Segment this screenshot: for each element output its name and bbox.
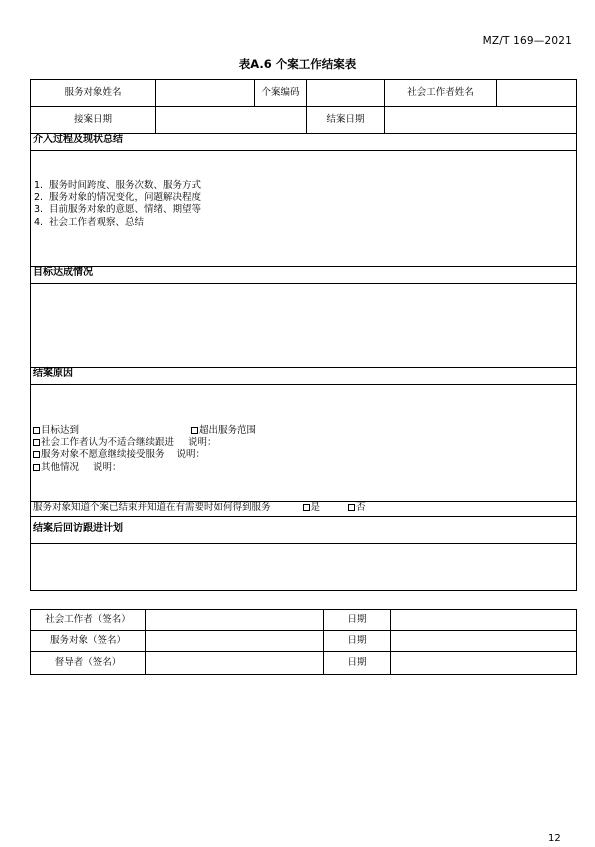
date-label: 日期 — [324, 610, 391, 631]
aware-yes-checkbox[interactable] — [303, 504, 310, 511]
intake-date-field[interactable] — [156, 107, 307, 134]
goals-heading: 目标达成情况 — [31, 267, 577, 284]
client-unwilling-checkbox[interactable] — [33, 451, 40, 458]
supervisor-sign-label: 督导者（签名） — [31, 652, 146, 675]
followup-heading: 结案后回访跟进计划 — [31, 517, 577, 544]
other-label: 其他情况 — [41, 461, 80, 473]
case-no-label: 个案编码 — [255, 80, 307, 107]
worker-name-field[interactable] — [497, 80, 577, 107]
aware-question: 服务对象知道个案已结束并知道在有需要时如何得到服务 — [33, 502, 271, 513]
aware-no-checkbox[interactable] — [348, 504, 355, 511]
aware-no-label: 否 — [356, 502, 366, 513]
intake-date-label: 接案日期 — [31, 107, 156, 134]
close-date-label: 结案日期 — [307, 107, 385, 134]
client-sign-label: 服务对象（签名） — [31, 631, 146, 652]
worker-name-label: 社会工作者姓名 — [385, 80, 497, 107]
client-date-field[interactable] — [391, 631, 577, 652]
worker-date-field[interactable] — [391, 610, 577, 631]
note-label: 说明： — [93, 461, 122, 473]
worker-not-suitable-label: 社会工作者认为不适合继续跟进 — [41, 437, 175, 449]
summary-table — [30, 133, 577, 591]
close-date-field[interactable] — [385, 107, 577, 134]
client-unwilling-label: 服务对象不愿意继续接受服务 — [41, 449, 165, 461]
date-label: 日期 — [324, 652, 391, 675]
date-label: 日期 — [324, 631, 391, 652]
reasons-content — [31, 385, 577, 502]
worker-sign-label: 社会工作者（签名） — [31, 610, 146, 631]
supervisor-date-field[interactable] — [391, 652, 577, 675]
list-item: 2. 服务对象的情况变化，问题解决程度 — [34, 192, 202, 204]
page-number: 12 — [548, 833, 561, 844]
note-label: 说明： — [188, 437, 217, 449]
goal-reached-label: 目标达到 — [41, 425, 80, 436]
process-content[interactable] — [31, 151, 577, 267]
worker-not-suitable-checkbox[interactable] — [33, 439, 40, 446]
client-sign-field[interactable] — [146, 631, 324, 652]
info-table — [30, 79, 577, 134]
client-name-label: 服务对象姓名 — [31, 80, 156, 107]
list-item: 4. 社会工作者观察、总结 — [34, 216, 145, 228]
client-name-field[interactable] — [156, 80, 255, 107]
table-title: 表A.6 个案工作结案表 — [238, 57, 357, 71]
out-of-scope-checkbox[interactable] — [191, 427, 198, 434]
worker-sign-field[interactable] — [146, 610, 324, 631]
out-of-scope-label: 超出服务范围 — [199, 425, 257, 436]
case-no-field[interactable] — [307, 80, 385, 107]
followup-content[interactable] — [31, 544, 577, 591]
process-heading: 介入过程及现状总结 — [31, 134, 577, 151]
aware-row — [31, 502, 577, 517]
note-label: 说明： — [176, 449, 206, 461]
list-item: 3. 目前服务对象的意愿、情绪、期望等 — [34, 204, 202, 216]
list-item: 1. 服务时间跨度、服务次数、服务方式 — [34, 180, 202, 191]
goals-content[interactable] — [31, 284, 577, 368]
signature-table — [30, 609, 577, 675]
aware-yes-label: 是 — [310, 502, 321, 513]
other-checkbox[interactable] — [33, 464, 40, 471]
reasons-heading: 结案原因 — [31, 368, 577, 385]
goal-reached-checkbox[interactable] — [33, 427, 40, 434]
standard-code: MZ/T 169—2021 — [482, 35, 572, 47]
supervisor-sign-field[interactable] — [146, 652, 324, 675]
